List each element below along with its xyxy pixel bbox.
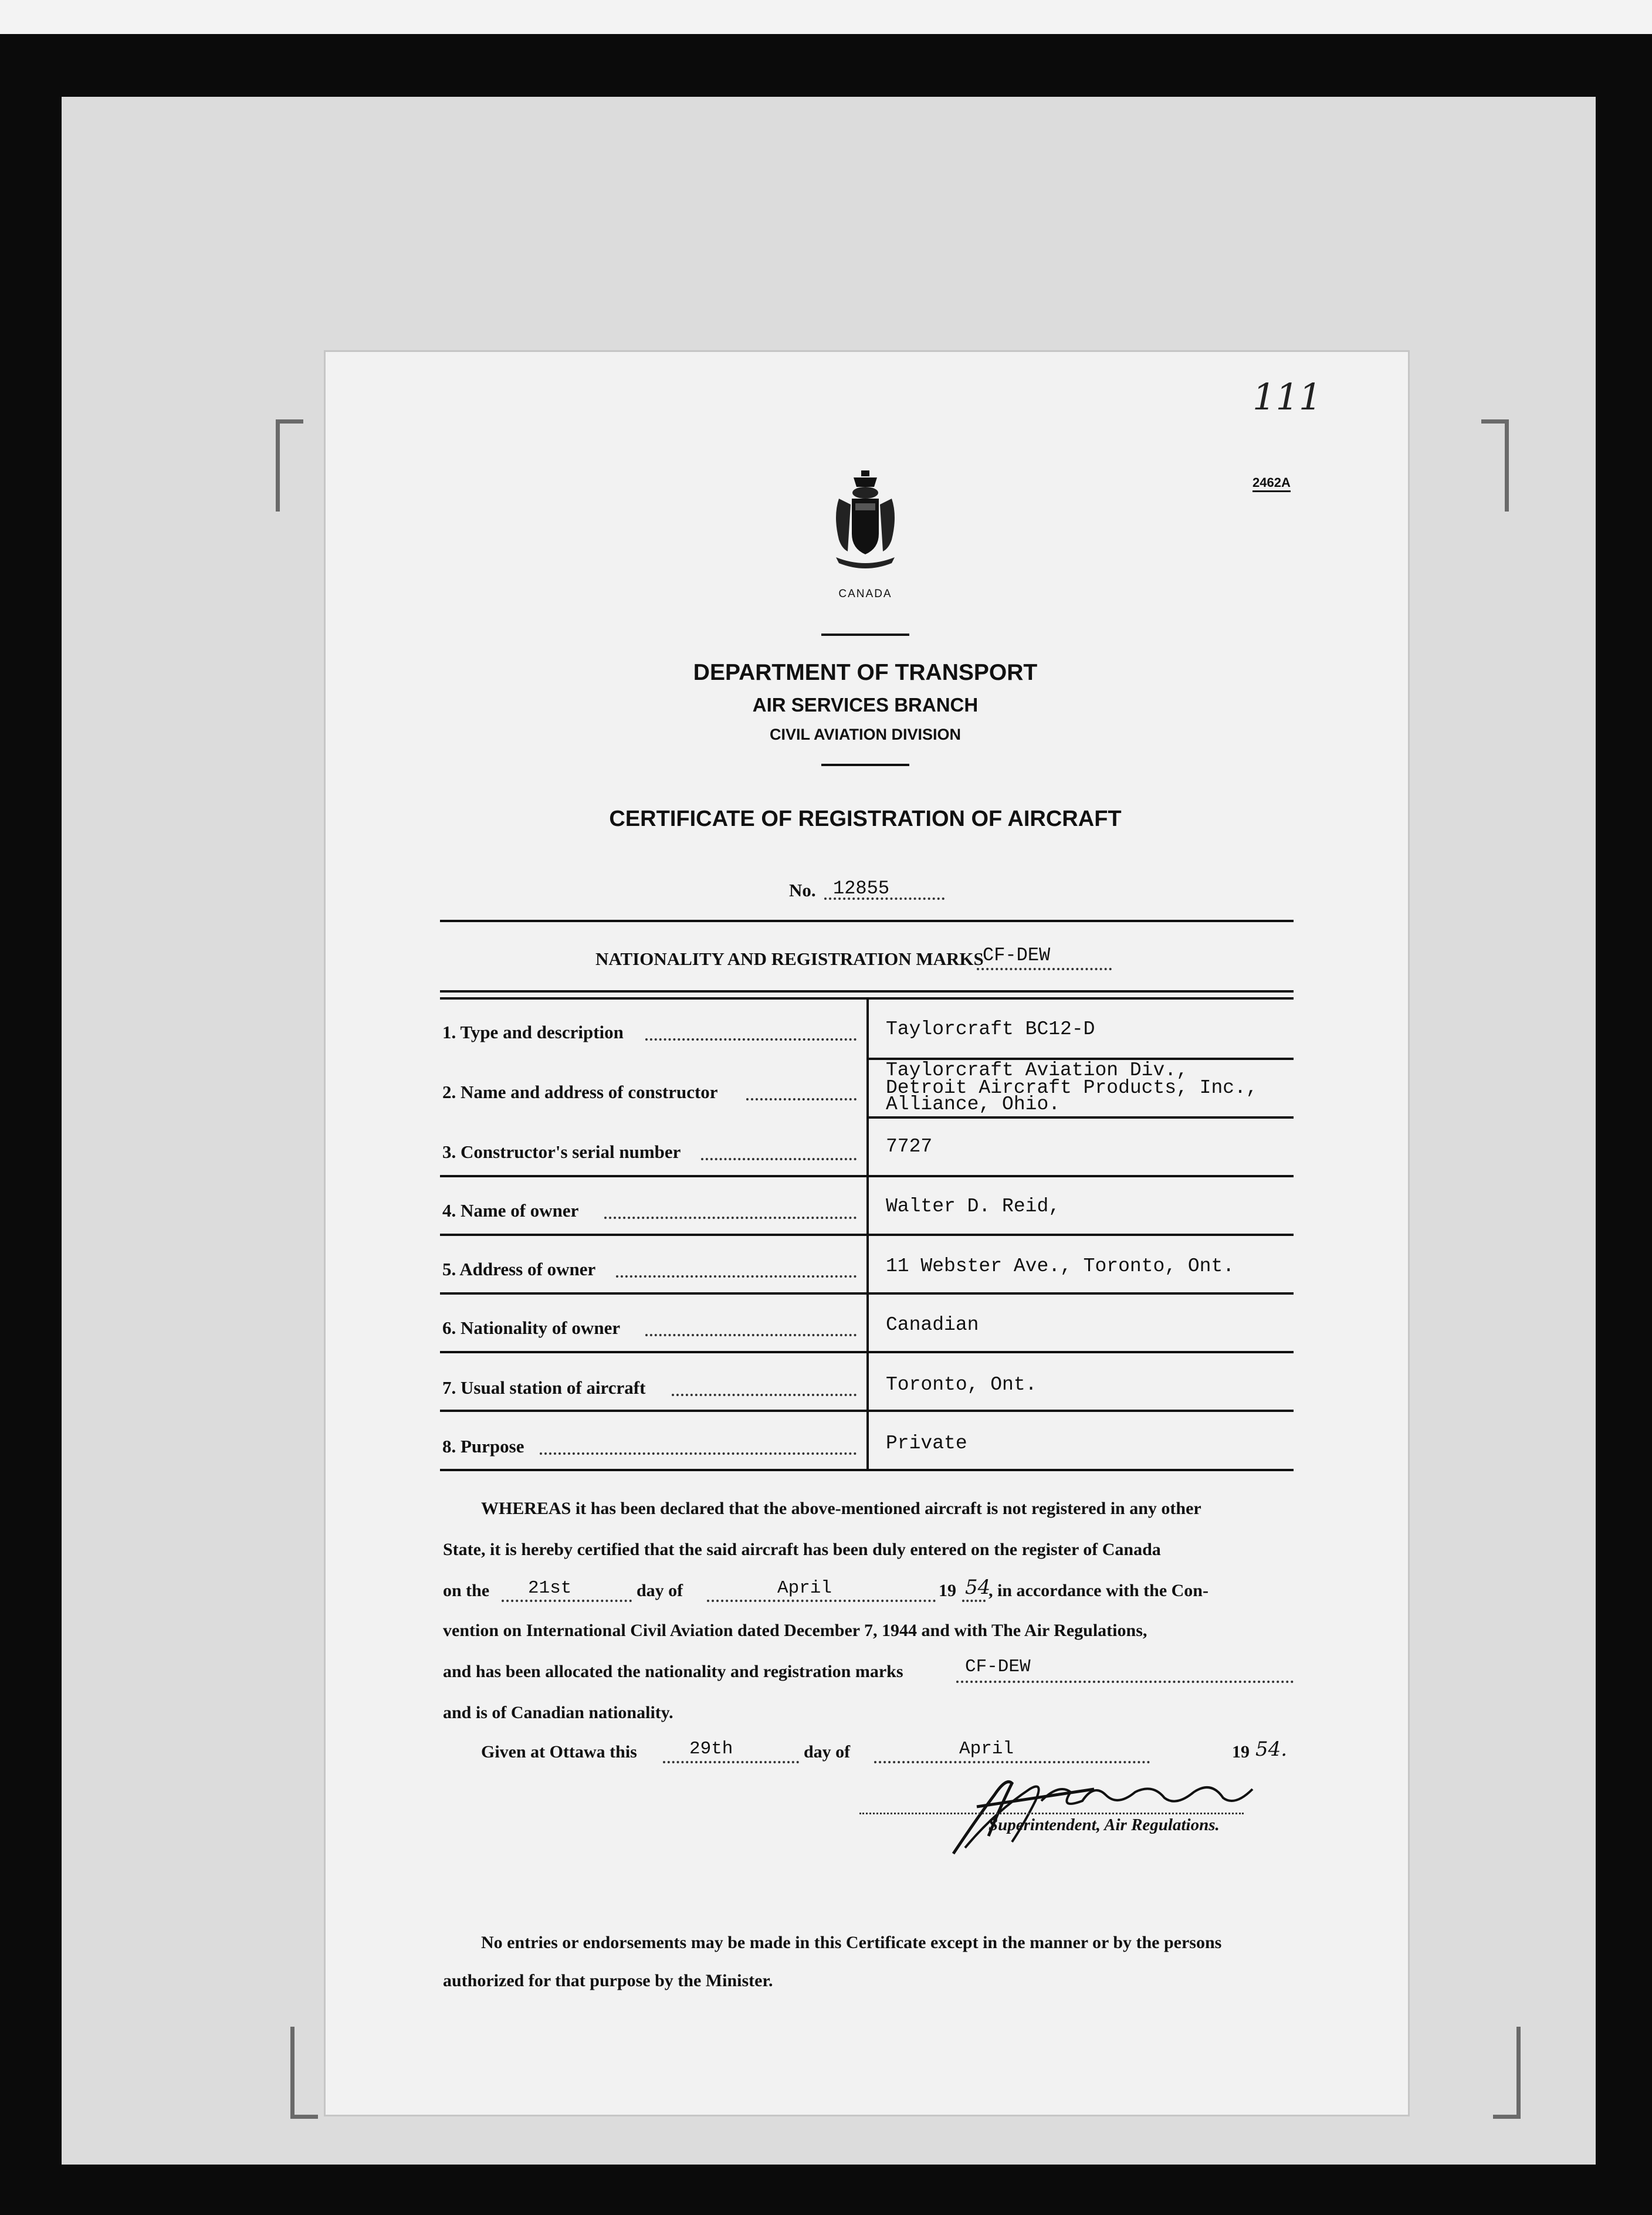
table-row <box>440 1000 1294 1058</box>
row-label-owner-name: 4. Name of owner <box>442 1200 579 1221</box>
footer-line-1: No entries or endorsements may be made in this Certificate except in the manner or by the persons <box>481 1933 1222 1952</box>
divider-middle <box>821 764 909 766</box>
row-label-station: 7. Usual station of aircraft <box>442 1377 646 1398</box>
row-value-owner-name: Walter D. Reid, <box>886 1195 1061 1217</box>
registration-table <box>440 1000 1294 1469</box>
footer-line-2: authorized for that purpose by the Minister. <box>443 1971 773 1990</box>
crop-mark-top-right <box>1481 419 1509 512</box>
certification-line-5: and has been allocated the nationality and registration marks <box>443 1662 903 1681</box>
allocated-marks: CF-DEW <box>965 1657 1031 1677</box>
row-value-constructor-line2: Detroit Aircraft Products, Inc., <box>886 1077 1258 1099</box>
given-year: 54. <box>1255 1738 1288 1761</box>
header-branch: AIR SERVICES BRANCH <box>752 694 979 716</box>
row-value-serial: 7727 <box>886 1136 933 1157</box>
row-value-nationality: Canadian <box>886 1314 979 1336</box>
certification-line-4: vention on International Civil Aviation dated December 7, 1944 and with The Air Regulations, <box>443 1621 1147 1640</box>
crop-mark-bottom-right <box>1493 2027 1521 2119</box>
marks-label: NATIONALITY AND REGISTRATION MARKS <box>595 949 984 969</box>
certificate-document <box>326 352 1408 2115</box>
certificate-number-label: No. <box>789 880 816 900</box>
certification-year-prefix: 19 <box>939 1581 956 1600</box>
certification-line-2: State, it is hereby certified that the said aircraft has been duly entered on the register of Canada <box>443 1540 1161 1559</box>
certification-on-the: on the <box>443 1581 490 1600</box>
corner-note: 111 <box>1252 375 1322 418</box>
certification-line-1: WHEREAS it has been declared that the above-mentioned aircraft is not registered in any other <box>481 1499 1201 1518</box>
row-label-nationality: 6. Nationality of owner <box>442 1318 621 1338</box>
row-value-purpose: Private <box>886 1432 967 1454</box>
registration-day: 21st <box>528 1578 572 1598</box>
given-year-prefix: 19 <box>1232 1742 1250 1762</box>
row-label-type: 1. Type and description <box>442 1022 624 1042</box>
row-value-owner-address: 11 Webster Ave., Toronto, Ont. <box>886 1255 1235 1277</box>
crop-mark-top-left <box>276 419 303 512</box>
certificate-number-value: 12855 <box>833 878 890 899</box>
registration-month: April <box>777 1578 832 1598</box>
top-film-edge <box>0 0 1652 34</box>
table-row <box>440 1293 1294 1352</box>
table-row <box>440 1352 1294 1410</box>
form-number: 2462A <box>1252 475 1291 492</box>
table-row <box>440 1410 1294 1469</box>
certification-line-3-tail: , in accordance with the Con- <box>989 1581 1208 1600</box>
table-bottom-rule <box>440 1469 1294 1471</box>
divider-top <box>821 634 909 636</box>
row-label-constructor: 2. Name and address of constructor <box>442 1082 718 1102</box>
registration-year: 54 <box>965 1576 991 1599</box>
certification-day-of: day of <box>637 1581 683 1600</box>
table-row <box>440 1176 1294 1234</box>
given-at-prefix: Given at Ottawa this <box>481 1742 637 1762</box>
given-day-of: day of <box>804 1742 851 1762</box>
header-division: CIVIL AVIATION DIVISION <box>769 726 962 743</box>
table-row <box>440 1058 1294 1117</box>
given-month: April <box>959 1739 1014 1759</box>
header-department: DEPARTMENT OF TRANSPORT <box>693 660 1038 685</box>
table-row <box>440 1234 1294 1293</box>
signature-title: Superintendent, Air Regulations. <box>989 1816 1220 1834</box>
emblem-caption: CANADA <box>838 588 892 600</box>
row-value-type: Taylorcraft BC12-D <box>886 1018 1095 1040</box>
row-label-serial: 3. Constructor's serial number <box>442 1142 681 1162</box>
crop-mark-bottom-left <box>290 2027 318 2119</box>
scan-mount <box>62 97 1596 2165</box>
row-value-station: Toronto, Ont. <box>886 1374 1037 1396</box>
row-value-constructor-line3: Alliance, Ohio. <box>886 1093 1061 1115</box>
table-top-rule <box>440 920 1294 922</box>
certification-line-6: and is of Canadian nationality. <box>443 1703 673 1722</box>
row-label-purpose: 8. Purpose <box>442 1436 524 1457</box>
row-value-constructor-line1: Taylorcraft Aviation Div., <box>886 1059 1188 1081</box>
given-day: 29th <box>689 1739 733 1759</box>
certificate-title: CERTIFICATE OF REGISTRATION OF AIRCRAFT <box>609 807 1122 831</box>
table-row <box>440 1117 1294 1176</box>
canada-coat-of-arms-icon <box>827 469 903 575</box>
marks-value: CF-DEW <box>983 944 1051 966</box>
row-label-owner-address: 5. Address of owner <box>442 1259 596 1279</box>
